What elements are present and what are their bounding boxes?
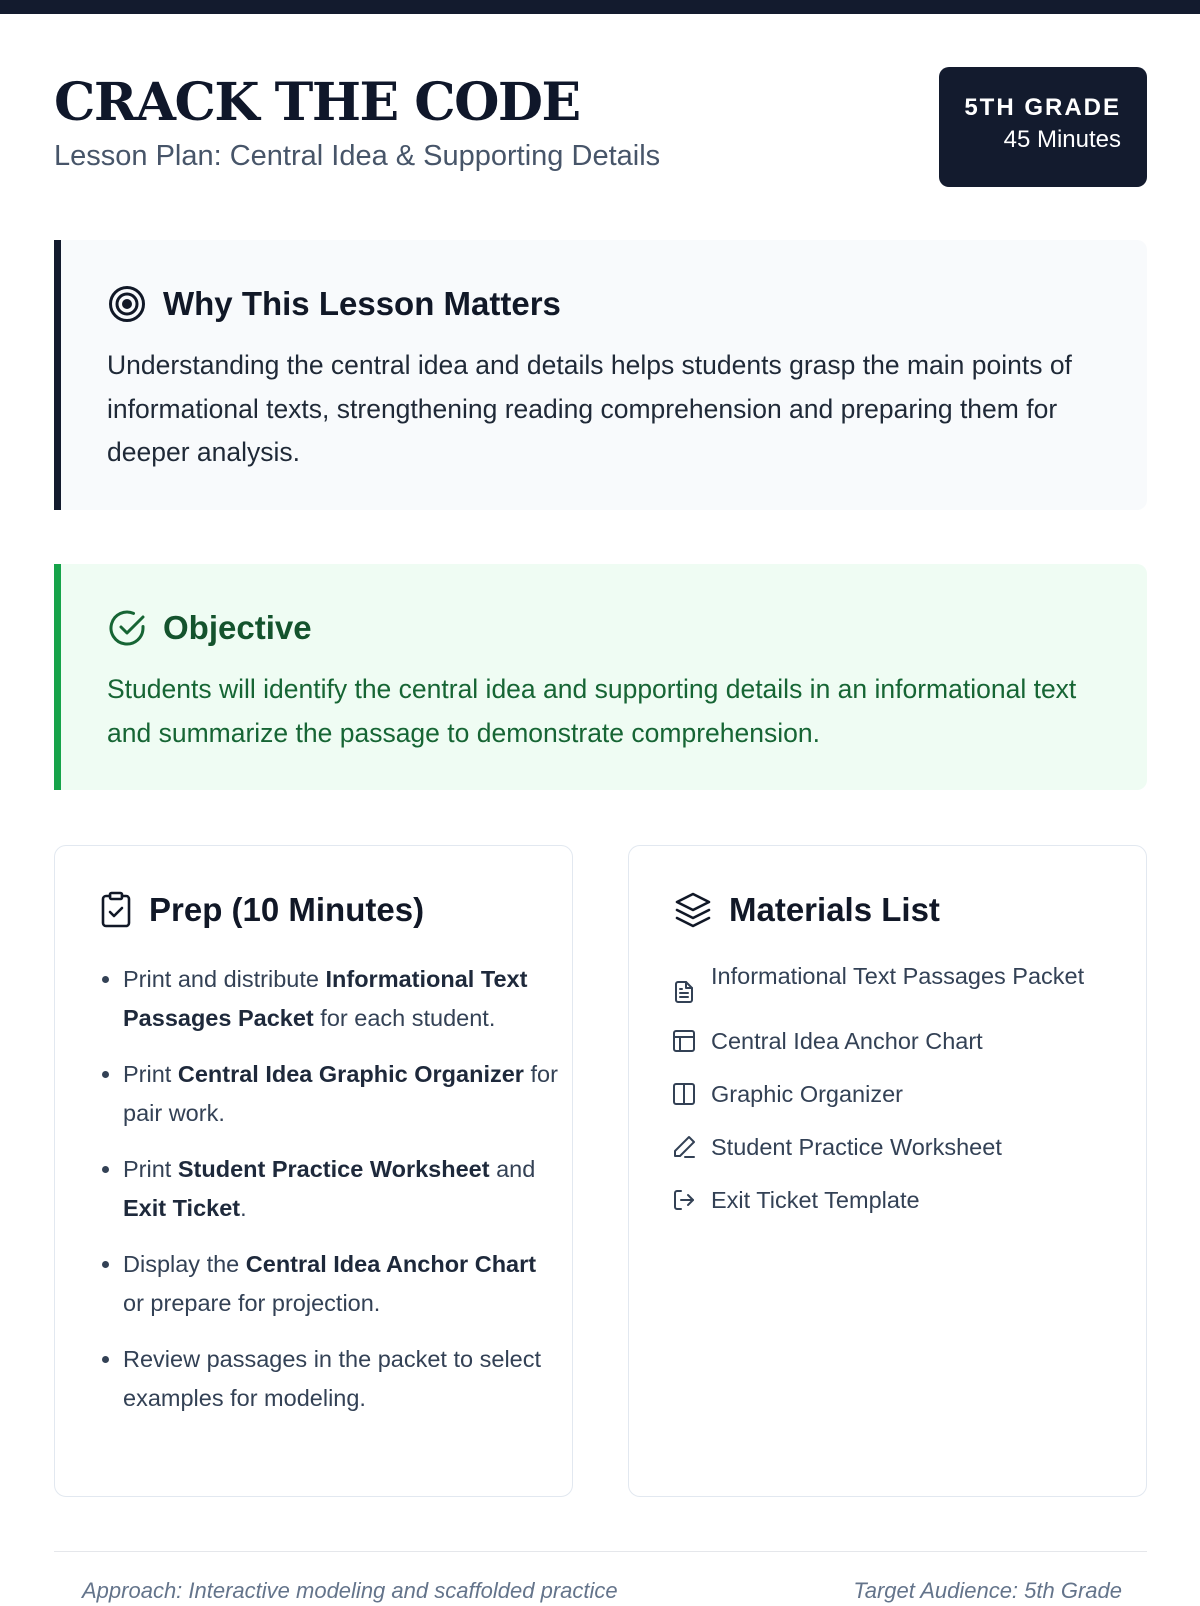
- why-card-header: [107, 284, 561, 324]
- duration-label: 45 Minutes: [1003, 126, 1121, 153]
- footer-divider: [54, 1551, 1147, 1552]
- materials-item: [671, 960, 1111, 1005]
- prep-item: • Review passages in the packet to select examples for modeling.: [123, 1340, 563, 1417]
- prep-item: • Print Central Idea Graphic Organizer for pair work.: [123, 1055, 563, 1132]
- materials-item: [671, 1078, 1111, 1111]
- prep-panel-title: Prep (10 Minutes): [149, 891, 425, 928]
- page-title: CRACK THE CODE: [54, 72, 580, 133]
- footer-approach: Approach: Interactive modeling and scaffolded practice: [82, 1578, 618, 1603]
- objective-card-header: [107, 608, 312, 648]
- materials-item-label: Exit Ticket Template: [711, 1187, 920, 1213]
- log-out-icon: [671, 1187, 697, 1213]
- materials-item: [671, 1184, 1111, 1217]
- prep-item: • Display the Central Idea Anchor Chart or prepare for projection.: [123, 1245, 563, 1322]
- objective-card-body: Students will identify the central idea and supporting details in an informational text and summarize the passage to demonstrate comprehension.: [107, 674, 1077, 748]
- prep-item: • Print and distribute Informational Text Passages Packet for each student.: [123, 960, 563, 1037]
- footer-audience: Target Audience: 5th Grade: [853, 1578, 1122, 1603]
- layers-icon: [673, 890, 713, 930]
- pencil-icon: [671, 1134, 697, 1160]
- grade-badge: [939, 67, 1147, 187]
- page-subtitle: Lesson Plan: Central Idea & Supporting Details: [54, 140, 661, 172]
- materials-item-label: Informational Text Passages Packet: [711, 963, 1085, 989]
- materials-item-label: Graphic Organizer: [711, 1081, 903, 1107]
- why-lesson-matters-card: [54, 240, 1147, 510]
- materials-item: [671, 1131, 1111, 1164]
- materials-panel: [628, 845, 1147, 1497]
- columns-icon: [671, 1081, 697, 1107]
- why-card-title: Why This Lesson Matters: [163, 285, 561, 322]
- prep-item: • Print Student Practice Worksheet and Exit Ticket.: [123, 1150, 563, 1227]
- materials-list: [671, 960, 1111, 1237]
- check-circle-icon: [107, 608, 147, 648]
- materials-item-label: Central Idea Anchor Chart: [711, 1028, 983, 1054]
- materials-panel-header: [673, 890, 940, 930]
- clipboard-check-icon: [99, 891, 133, 929]
- objective-card-title: Objective: [163, 609, 312, 646]
- prep-panel: [54, 845, 573, 1497]
- file-text-icon: [671, 979, 697, 1005]
- why-card-body: Understanding the central idea and details helps students grasp the main points of informational texts, strengthening reading comprehension and preparing them for deeper analysis.: [107, 350, 1072, 467]
- prep-list: [99, 960, 563, 1435]
- top-accent-bar: [0, 0, 1200, 14]
- target-icon: [107, 284, 147, 324]
- objective-card: [54, 564, 1147, 790]
- materials-item-label: Student Practice Worksheet: [711, 1134, 1002, 1160]
- grade-label: 5TH GRADE: [964, 94, 1121, 121]
- prep-panel-header: [99, 890, 424, 930]
- materials-item: [671, 1025, 1111, 1058]
- layout-icon: [671, 1028, 697, 1054]
- materials-panel-title: Materials List: [729, 891, 940, 928]
